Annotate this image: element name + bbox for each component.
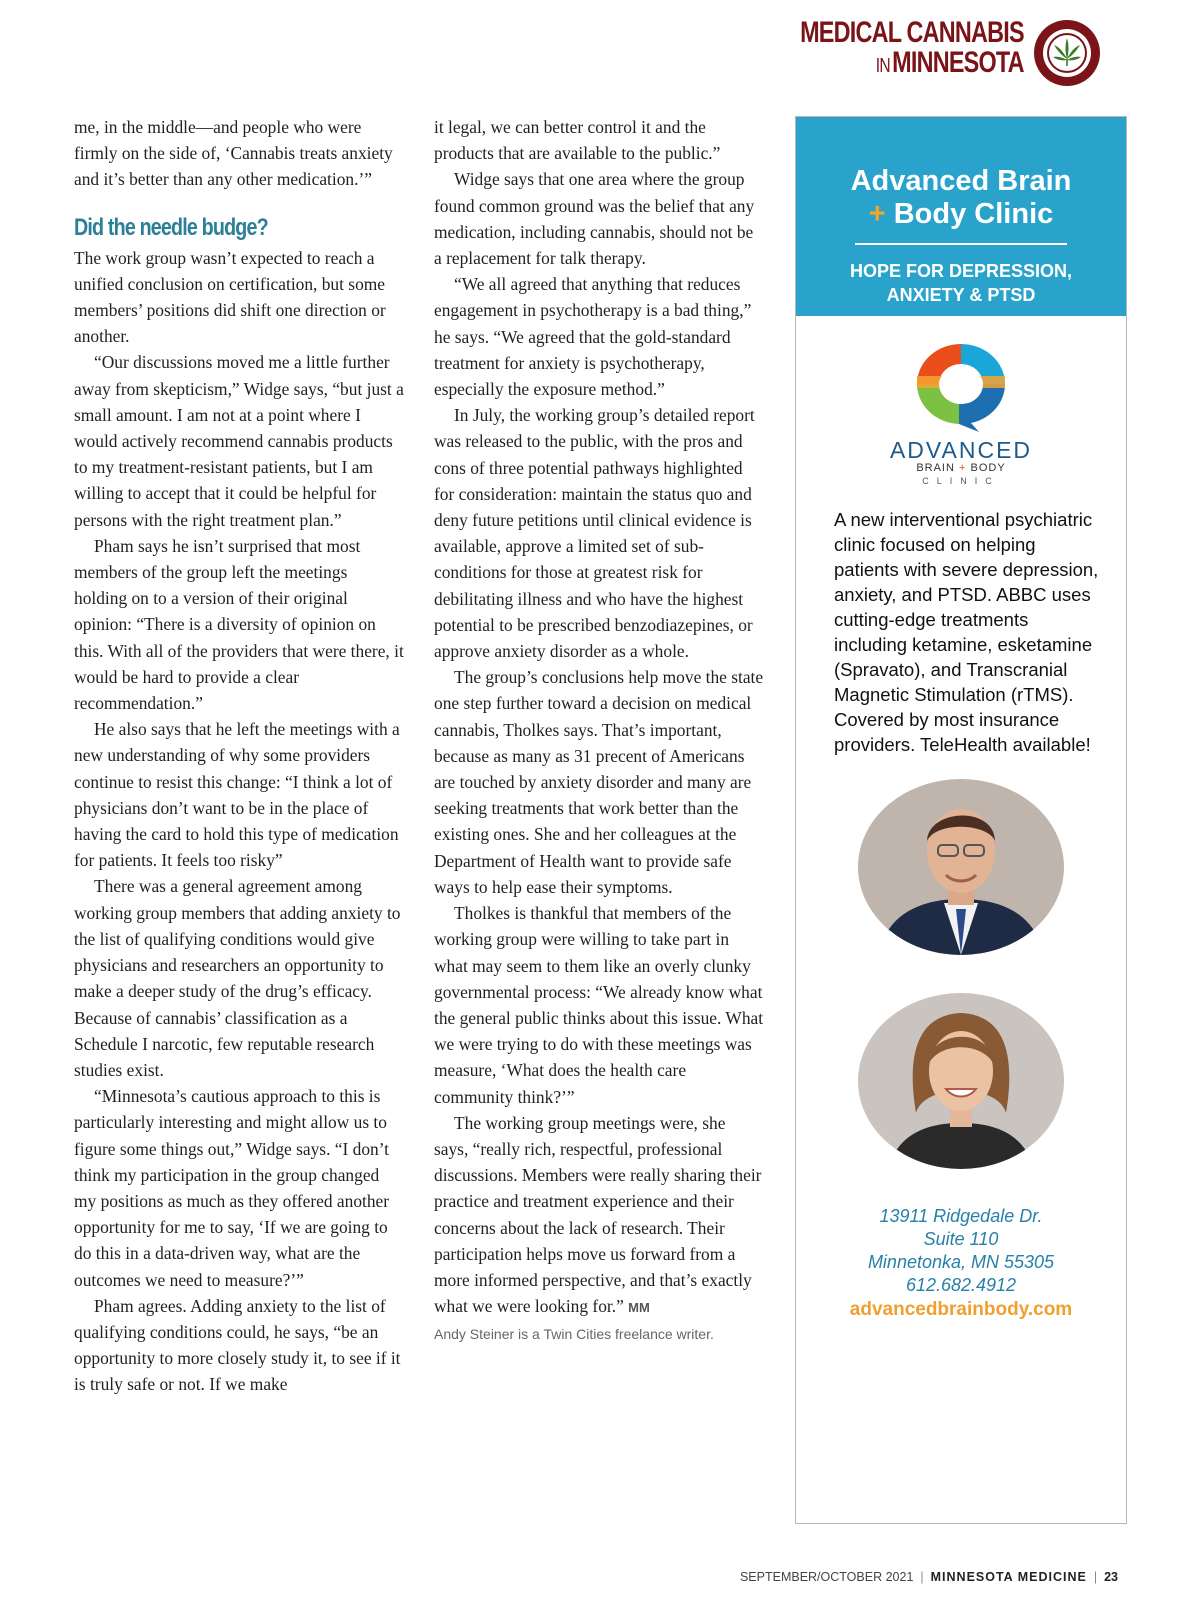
ad-logo-wordmark: ADVANCED xyxy=(889,437,1033,463)
doctor-portrait-female xyxy=(858,993,1064,1169)
paragraph-last-text: The working group meetings were, she says, “really rich, respectful, professional discussions. Members were really sharing their practice and treatment experience and their concerns about the lack of research. Their participation helps move us forward from a more informed perspective, and that’s exactly what we were looking for.” xyxy=(434,1112,762,1317)
paragraph: In July, the working group’s detailed report was released to the public, with the pros and cons of three potential pathways highlighted for consideration: maintain the status quo and deny future petitions until clinical evidence is available, approve a limited set of sub-conditions for those at greatest risk for debilitating illness and who have the highest potential to be prescribed benzodiazepines, or approve anxiety disorder as a whole. xyxy=(434,405,755,662)
paragraph: “Minnesota’s cautious approach to this is particularly interesting and might allow us to figure some things out,” Widge says. “I don’t think my participation in the group changed my positions as much as they offered another opportunity for me to say, ‘If we are going to do this in a data-driven way, what are the outcomes we need to measure?’” xyxy=(74,1086,390,1290)
ad-logo-body: BODY xyxy=(970,462,1006,474)
paragraph: Pham says he isn’t surprised that most members of the group left the meetings holding on to a version of their original opinion: “There is a diversity of opinion on this. With all of the providers that were there, it would be hard to provide a clear recommendation.” xyxy=(74,535,404,714)
paragraph: There was a general agreement among working group members that adding anxiety to the list of qualifying conditions would give physicians and researchers an opportunity to make a deeper study of the drug’s efficacy. Because of cannabis’ classification as a Schedule I narcotic, few reputable research studies exist. xyxy=(74,876,401,1080)
paragraph: Tholkes is thankful that members of the working group were willing to take part in what may seem to them like an overly clunky governmental process: “We already know what the general public thinks about this issue. What we were trying to do with these meetings was measure, ‘What does the health care community think?’” xyxy=(434,903,764,1107)
cannabis-leaf-icon xyxy=(1032,18,1102,88)
footer-separator: | xyxy=(1093,1570,1098,1584)
paragraph: The work group wasn’t expected to reach a unified conclusion on certification, but some members’ positions did shift one direction or another. xyxy=(74,247,386,347)
divider xyxy=(855,243,1067,245)
paragraph: The group’s conclusions help move the state one step further toward a decision on medical cannabis, Tholkes says. That’s important, because as many as 31 precent of Americans are touched by anxiety disorder and many are seeking treatments that work better than the existing ones. She and her colleagues at the Department of Health want to provide safe ways to help ease their symptoms. xyxy=(434,667,764,897)
ad-tagline: HOPE FOR DEPRESSION, ANXIETY & PTSD xyxy=(849,261,1073,305)
article-column-2 xyxy=(434,114,764,1348)
subhead: Did the needle budge? xyxy=(74,213,268,241)
paragraph-continued: me, in the middle—and people who were firmly on the side of, ‘Cannabis treats anxiety and it’s better than any other medication.’” xyxy=(74,117,393,190)
phone-number: 612.682.4912 xyxy=(905,1275,1017,1295)
ad-clinic-name-line1: Advanced Brain xyxy=(850,165,1072,197)
paragraph: Widge says that one area where the group found common ground was the belief that any medication, including cannabis, should not be a replacement for talk therapy. xyxy=(434,169,755,269)
end-mark: MM xyxy=(628,1300,650,1316)
page-number: 23 xyxy=(1104,1570,1118,1584)
paragraph: “Our discussions moved me a little further away from skepticism,” Widge says, “but just a small amount. I am not at a point where I would actively recommend cannabis products to my treatment-resistant patients, but I am willing to accept that it could be helpful for persons with the right treatment plan.” xyxy=(74,352,404,530)
magazine-name: MINNESOTA MEDICINE xyxy=(930,1570,1087,1584)
issue-date: SEPTEMBER/OCTOBER 2021 xyxy=(739,1570,914,1584)
section-title-line2 xyxy=(800,48,1024,81)
footer-separator: | xyxy=(920,1570,924,1584)
section-title-state: MINNESOTA xyxy=(892,46,1024,79)
ad-clinic-name-line2 xyxy=(796,198,1126,231)
section-header xyxy=(737,18,1024,81)
ad-logo-clinic: CLINIC xyxy=(922,476,1000,486)
author-byline: Andy Steiner is a Twin Cities freelance writer. xyxy=(434,1326,714,1343)
address-street: 13911 Ridgedale Dr. xyxy=(879,1206,1043,1226)
advertisement xyxy=(795,116,1127,1524)
page-footer xyxy=(740,1570,1118,1584)
section-title-line1: MEDICAL CANNABIS xyxy=(800,16,1024,49)
ad-logo-plus: + xyxy=(959,462,967,474)
ad-clinic-name-text: Body Clinic xyxy=(893,198,1054,230)
paragraph-last xyxy=(434,1110,764,1322)
ad-banner xyxy=(796,117,1126,316)
ad-logo-brain: BRAIN xyxy=(916,462,955,474)
address-suite: Suite 110 xyxy=(923,1229,999,1249)
ad-plus-sign: + xyxy=(868,198,886,230)
doctor-portrait-male xyxy=(858,779,1064,955)
ad-description: A new interventional psychiatric clinic focused on helping patients with severe depression, anxiety, and PTSD. ABBC uses cutting-edge treatments including ketamine, esketamine (Spravato), and Transcranial Magnetic Stimulation (rTMS). Covered by most insurance providers. TeleHealth available! xyxy=(834,509,1099,755)
article-column-1 xyxy=(74,114,404,1398)
section-title-in: IN xyxy=(875,55,891,77)
speech-bubble-q-logo-icon xyxy=(901,336,1021,432)
address-city: Minnetonka, MN 55305 xyxy=(867,1252,1055,1272)
paragraph: “We all agreed that anything that reduces engagement in psychotherapy is a bad thing,” he says. “We agreed that the gold-standard treatment for anxiety is psychotherapy, especially the exposure method.” xyxy=(434,274,752,400)
paragraph-continued: it legal, we can better control it and the products that are available to the public.” xyxy=(434,117,721,164)
ad-address xyxy=(796,1205,1126,1297)
paragraph: He also says that he left the meetings with a new understanding of why some providers continue to resist this change: “I think a lot of physicians don’t want to be in the place of having the card to hold this type of medication for patients. It feels too risky” xyxy=(74,719,400,871)
ad-logo-subtitle xyxy=(796,462,1126,475)
ad-website-link[interactable]: advancedbrainbody.com xyxy=(849,1299,1073,1320)
paragraph: Pham agrees. Adding anxiety to the list of qualifying conditions could, he says, “be an opportunity to more closely study it, to see if it is truly safe or not. If we make xyxy=(74,1295,401,1395)
